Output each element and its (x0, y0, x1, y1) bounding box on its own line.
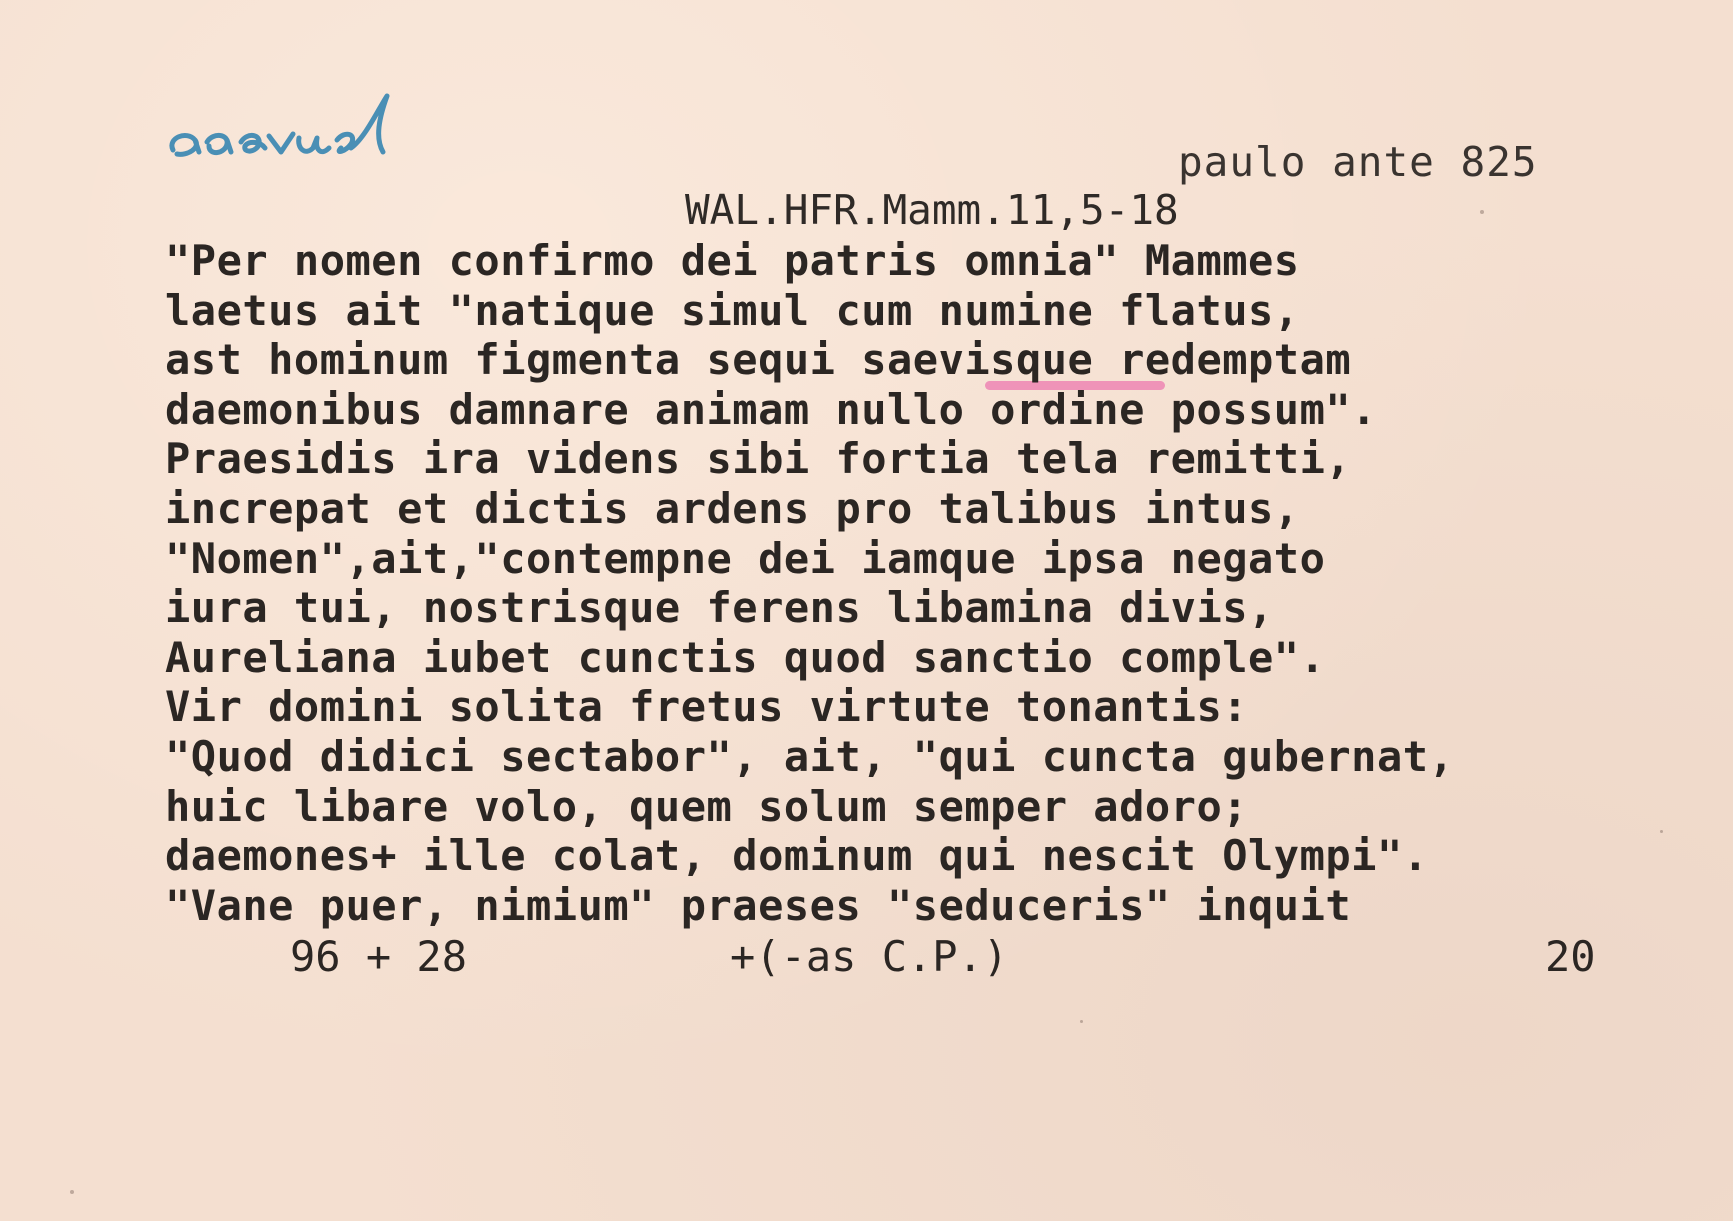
quotation-text (165, 236, 1454, 930)
text-line: "Per nomen confirmo dei patris omnia" Mammes (165, 236, 1300, 285)
text-line: ast hominum figmenta sequi saevisque redemptam (165, 335, 1352, 385)
text-line: Praesidis ira videns sibi fortia tela remitti, (165, 434, 1352, 484)
headword-handwritten (165, 78, 435, 188)
paper-speck (70, 1190, 74, 1194)
text-line: "Quod didici sectabor", ait, "qui cuncta gubernat, (165, 731, 1455, 781)
headword-script-graphic (165, 78, 435, 188)
paper-speck (1080, 1020, 1083, 1023)
text-line: laetus ait "natique simul cum numine flatus, (165, 285, 1300, 335)
text-line: Aureliana iubet cunctis quod sanctio comple". (165, 632, 1326, 682)
paper-speck (1660, 830, 1663, 833)
date-note: paulo ante 825 (1178, 138, 1538, 186)
text-line: "Vane puer, nimium" praeses "seduceris" inquit (165, 880, 1352, 930)
footer-count: 96 + 28 (290, 932, 468, 981)
text-line: daemones+ ille colat, dominum qui nescit Olympi". (165, 831, 1429, 881)
text-line: increpat et dictis ardens pro talibus intus, (165, 483, 1300, 533)
paper-speck (1480, 210, 1484, 214)
text-line: "Nomen",ait,"contempne dei iamque ipsa negato (165, 533, 1326, 583)
source-reference: WAL.HFR.Mamm.11,5-18 (685, 186, 1179, 234)
footer-note: +(-as C.P.) (730, 932, 1009, 981)
footer-number: 20 (1545, 932, 1596, 981)
text-line: Vir domini solita fretus virtute tonantis: (165, 682, 1249, 732)
text-line: iura tui, nostrisque ferens libamina divis, (165, 583, 1274, 633)
text-line: daemonibus damnare animam nullo ordine possum". (165, 384, 1377, 434)
text-line: huic libare volo, quem solum semper adoro; (165, 781, 1249, 831)
